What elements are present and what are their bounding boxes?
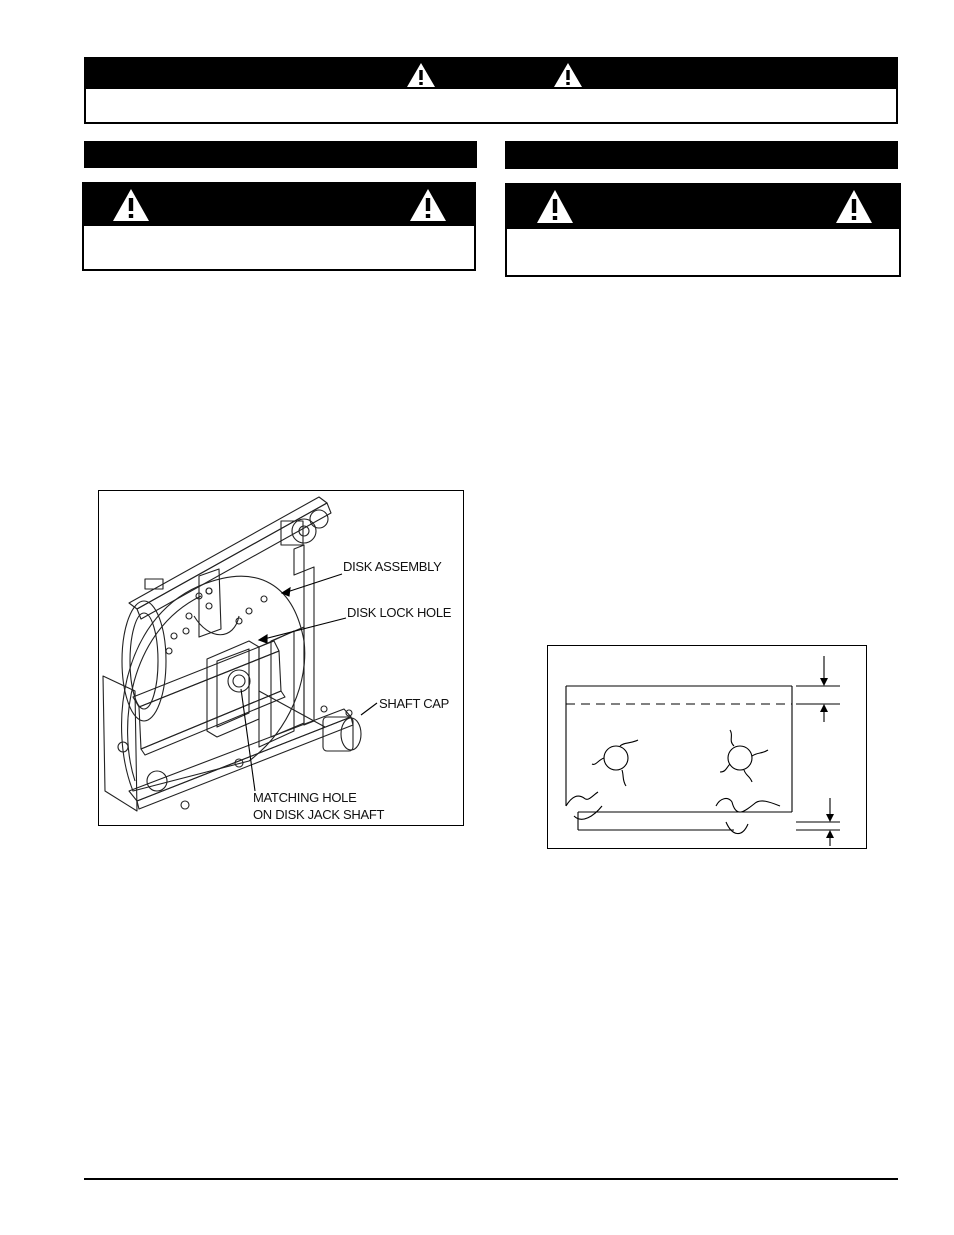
warning-triangle-icon — [406, 62, 436, 88]
label-matching-hole-line2: ON DISK JACK SHAFT — [253, 807, 385, 822]
panel-dimension-figure — [547, 645, 867, 849]
left-warning-box — [82, 182, 476, 271]
left-warning-header — [84, 184, 474, 226]
warning-triangle-icon — [409, 188, 447, 222]
warning-triangle-icon — [553, 62, 583, 88]
disk-assembly-illustration — [99, 491, 463, 825]
warning-triangle-icon — [112, 188, 150, 222]
right-warning-box — [505, 183, 901, 277]
disk-assembly-figure — [98, 490, 464, 826]
warning-triangle-icon — [835, 189, 873, 224]
footer-rule — [84, 1178, 898, 1180]
left-section-header — [84, 141, 477, 168]
label-matching-hole-line1: MATCHING HOLE — [253, 790, 357, 805]
label-disk-assembly: DISK ASSEMBLY — [343, 559, 442, 574]
top-warning-header — [86, 59, 896, 89]
right-section-header — [505, 141, 898, 169]
warning-triangle-icon — [536, 189, 574, 224]
top-warning-box — [84, 57, 898, 124]
label-disk-lock-hole: DISK LOCK HOLE — [347, 605, 452, 620]
right-warning-header — [507, 185, 899, 229]
panel-dimension-drawing — [548, 646, 866, 848]
label-shaft-cap: SHAFT CAP — [379, 696, 450, 711]
